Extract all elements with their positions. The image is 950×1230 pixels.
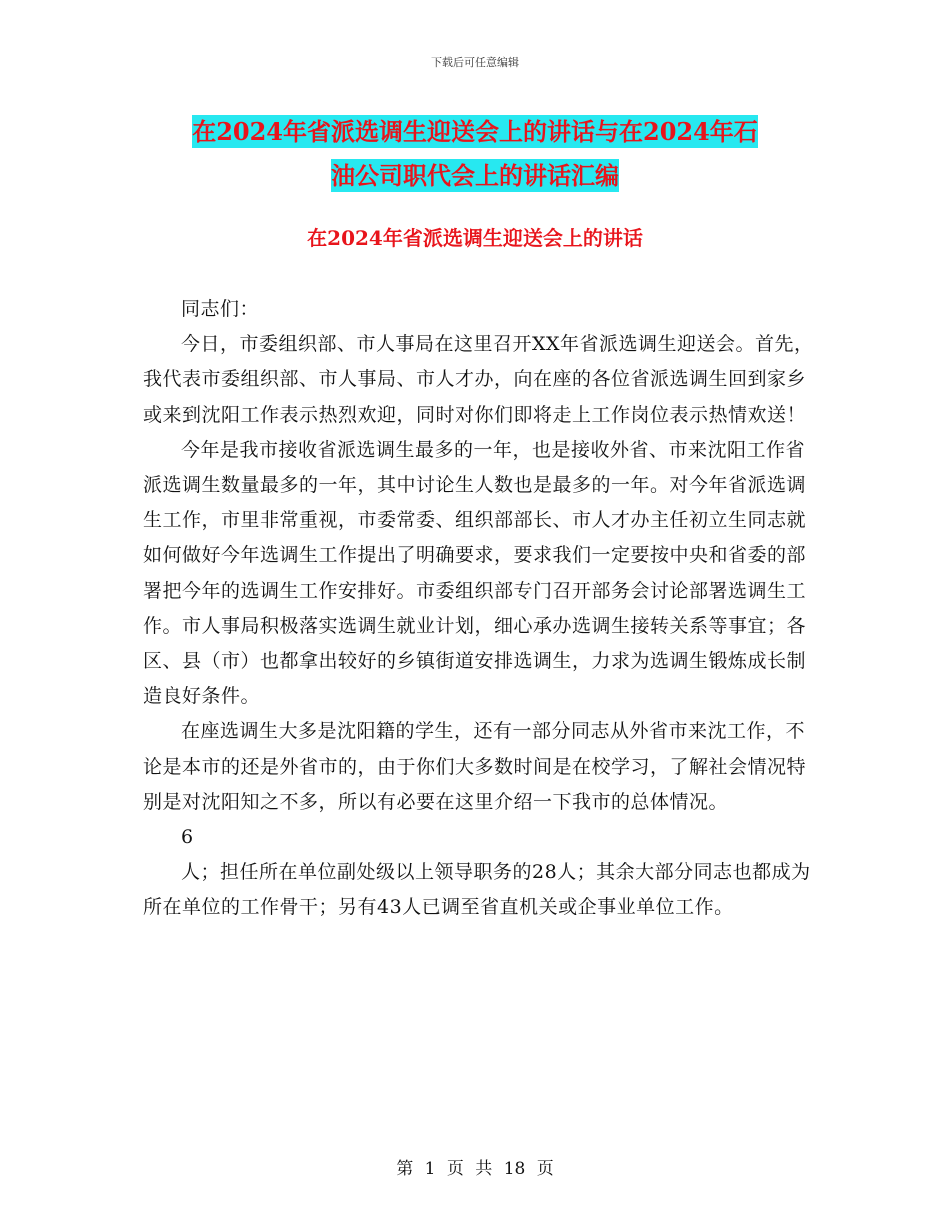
paragraph: 人；担任所在单位副处级以上领导职务的28人；其余大部分同志也都成为所在单位的工作骨干；另有43人已调至省直机关或企事业单位工作。 — [143, 861, 811, 919]
page-number: 第 1 页 共 18 页 — [396, 1159, 554, 1179]
paragraph: 在座选调生大多是沈阳籍的学生，还有一部分同志从外省市来沈工作，不论是本市的还是外省市的，由于你们大多数时间是在校学习，了解社会情况特别是对沈阳知之不多，所以有必要在这里介绍一下我市的总体情况。 — [143, 720, 807, 813]
paragraph: 今日，市委组织部、市人事局在这里召开XX年省派选调生迎送会。首先，我代表市委组织部、市人事局、市人才办，向在座的各位省派选调生回到家乡或来到沈阳工作表示热烈欢迎，同时对你们即将走上工作岗位表示热情欢送！ — [143, 333, 814, 426]
section-title: 在2024年省派选调生迎送会上的讲话 — [307, 226, 643, 250]
paragraph: 6 — [181, 826, 194, 849]
body-text — [143, 292, 823, 926]
title-line-2: 油公司职代会上的讲话汇编 — [331, 161, 619, 190]
paragraph-salutation: 同志们： — [181, 298, 260, 320]
paragraph: 今年是我市接收省派选调生最多的一年，也是接收外省、市来沈阳工作省派选调生数量最多的一年，其中讨论生人数也是最多的一年。对今年省派选调生工作，市里非常重视，市委常委、组织部部长、市人才办主任初立生同志就如何做好今年选调生工作提出了明确要求，要求我们一定要按中央和省委的部署把今年的选调生工作安排好。市委组织部专门召开部务会讨论部署选调生工作。市人事局积极落实选调生就业计划，细心承办选调生接转关系等事宜；各区、县（市）也都拿出较好的乡镇街道安排选调生，力求为选调生锻炼成长制造良好条件。 — [143, 438, 807, 708]
document-title — [0, 110, 950, 198]
title-line-1: 在2024年省派选调生迎送会上的讲话与在2024年石 — [192, 117, 758, 146]
header-note: 下载后可任意编辑 — [431, 56, 519, 69]
